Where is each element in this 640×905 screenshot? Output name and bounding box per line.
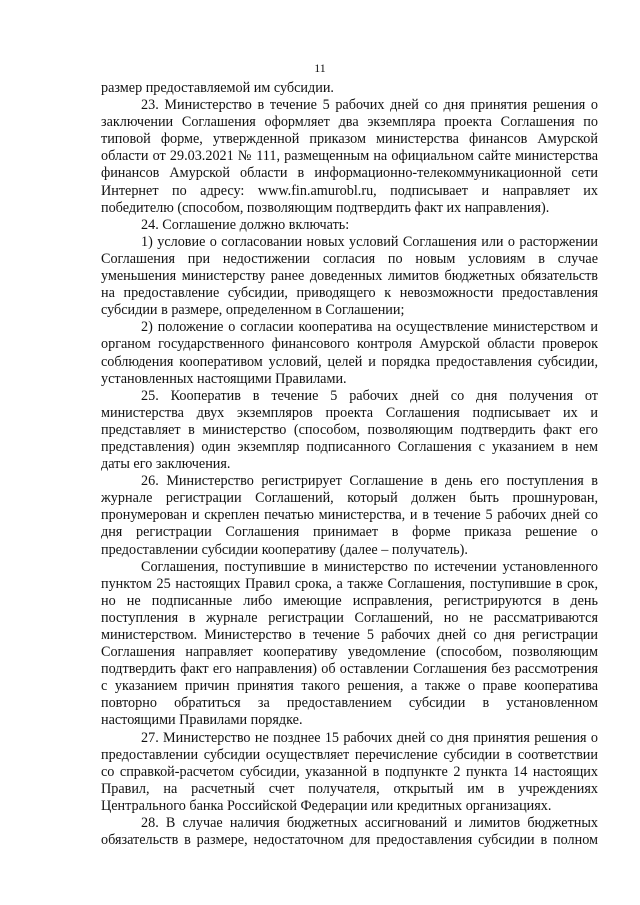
- text-line: 1) условие о согласовании новых условий Соглашения или о расторжении: [141, 233, 598, 250]
- text-line: 27. Министерство не позднее 15 рабочих дней со дня принятия решения о: [141, 729, 598, 746]
- text-line: представления) один экземпляр подписанного Соглашения с указанием в нем: [101, 438, 598, 455]
- text-line: пунктом 25 настоящих Правил срока, а также Соглашения, поступившие в срок,: [101, 575, 598, 592]
- text-line: пронумерован и скреплен печатью министерства, и в течение 5 рабочих дней со: [101, 507, 598, 524]
- text-line: дня регистрации Соглашения принимает в форме приказа решение о: [101, 524, 598, 541]
- text-line: установленных настоящими Правилами.: [101, 370, 347, 387]
- text-line: 28. В случае наличия бюджетных ассигнований и лимитов бюджетных: [141, 815, 598, 832]
- text-line: со справкой-расчетом субсидии, указанной в подпункте 2 пункта 14 настоящих: [101, 763, 598, 780]
- text-line: представляет в министерство (способом, позволяющим подтвердить факт его: [101, 421, 598, 438]
- text-line: финансов Амурской области в информационно-телекоммуникационной сети: [101, 165, 598, 182]
- text-line: субсидии в размере, определенном в Соглашении;: [101, 302, 405, 319]
- text-line: министерством. Министерство в течение 5 рабочих дней со дня регистрации: [101, 627, 598, 643]
- text-line: на предоставление субсидии, приводящего к невозможности предоставления: [101, 285, 598, 302]
- text-line: Соглашения, поступившие в министерство по истечении установленного: [141, 558, 598, 575]
- page-number: 11: [314, 61, 326, 75]
- text-line: заключении Соглашения оформляет два экземпляра проекта Соглашения по: [101, 114, 598, 131]
- text-line: предоставлении субсидии кооперативу (далее – получатель).: [101, 541, 468, 558]
- text-line: Соглашения при недостижении согласия по новым условиям в случае: [101, 250, 598, 267]
- text-line: настоящими Правилами порядке.: [101, 712, 303, 729]
- text-line: 24. Соглашение должно включать:: [141, 216, 350, 233]
- text-line: 2) положение о согласии кооператива на осуществление министерством и: [141, 319, 598, 336]
- document-body: [101, 80, 598, 849]
- text-line: соблюдения кооперативом условий, целей и порядка предоставления субсидии,: [101, 353, 598, 370]
- text-line: уменьшения министерству ранее доведенных лимитов бюджетных обязательств: [101, 268, 598, 285]
- text-line: Центрального банка Российской Федерации или кредитных организациях.: [101, 797, 552, 814]
- text-line: области от 29.03.2021 № 111, размещенным на официальном сайте министерства: [101, 148, 598, 165]
- text-line: типовой форме, утвержденной приказом министерства финансов Амурской: [101, 131, 598, 148]
- text-line: Правил, на расчетный счет получателя, открытый им в учреждениях: [101, 780, 598, 797]
- text-line: повторно обратиться за предоставлением субсидии в установленном: [101, 695, 598, 712]
- text-line: с указанием причин принятия такого решения, а также о праве кооператива: [101, 678, 598, 695]
- text-line: обязательств в размере, недостаточном для предоставления субсидии в полном: [101, 832, 598, 849]
- text-line: подтвердить факт его направления) об оставлении Соглашения без рассмотрения: [101, 661, 598, 678]
- text-line: победителю (способом, позволяющим подтвердить факт их направления).: [101, 199, 550, 216]
- text-line: но не подписанные либо имеющие исправления, регистрируются в день: [101, 592, 598, 609]
- text-line: журнале регистрации Соглашений, который должен быть прошнурован,: [101, 490, 598, 507]
- text-line: Соглашения направляет кооперативу уведомление (способом, позволяющим: [101, 644, 598, 661]
- text-line: органом государственного финансового контроля Амурской области проверок: [101, 336, 598, 353]
- text-line: министерства двух экземпляров проекта Соглашения подписывает их и: [101, 404, 598, 421]
- text-line: предоставлении субсидии осуществляет перечисление субсидии в соответствии: [101, 746, 598, 763]
- text-line: даты его заключения.: [101, 456, 231, 473]
- text-line: поступления в журнале регистрации Соглашений, но не рассматриваются: [101, 609, 598, 626]
- text-line: 26. Министерство регистрирует Соглашение в день его поступления в: [141, 473, 598, 490]
- text-line: размер предоставляемой им субсидии.: [101, 80, 334, 96]
- text-line: 23. Министерство в течение 5 рабочих дней со дня принятия решения о: [141, 97, 598, 114]
- text-line: 25. Кооператив в течение 5 рабочих дней со дня получения от: [141, 387, 598, 404]
- text-line: Интернет по адресу: www.fin.amurobl.ru, подписывает и направляет их: [101, 182, 598, 199]
